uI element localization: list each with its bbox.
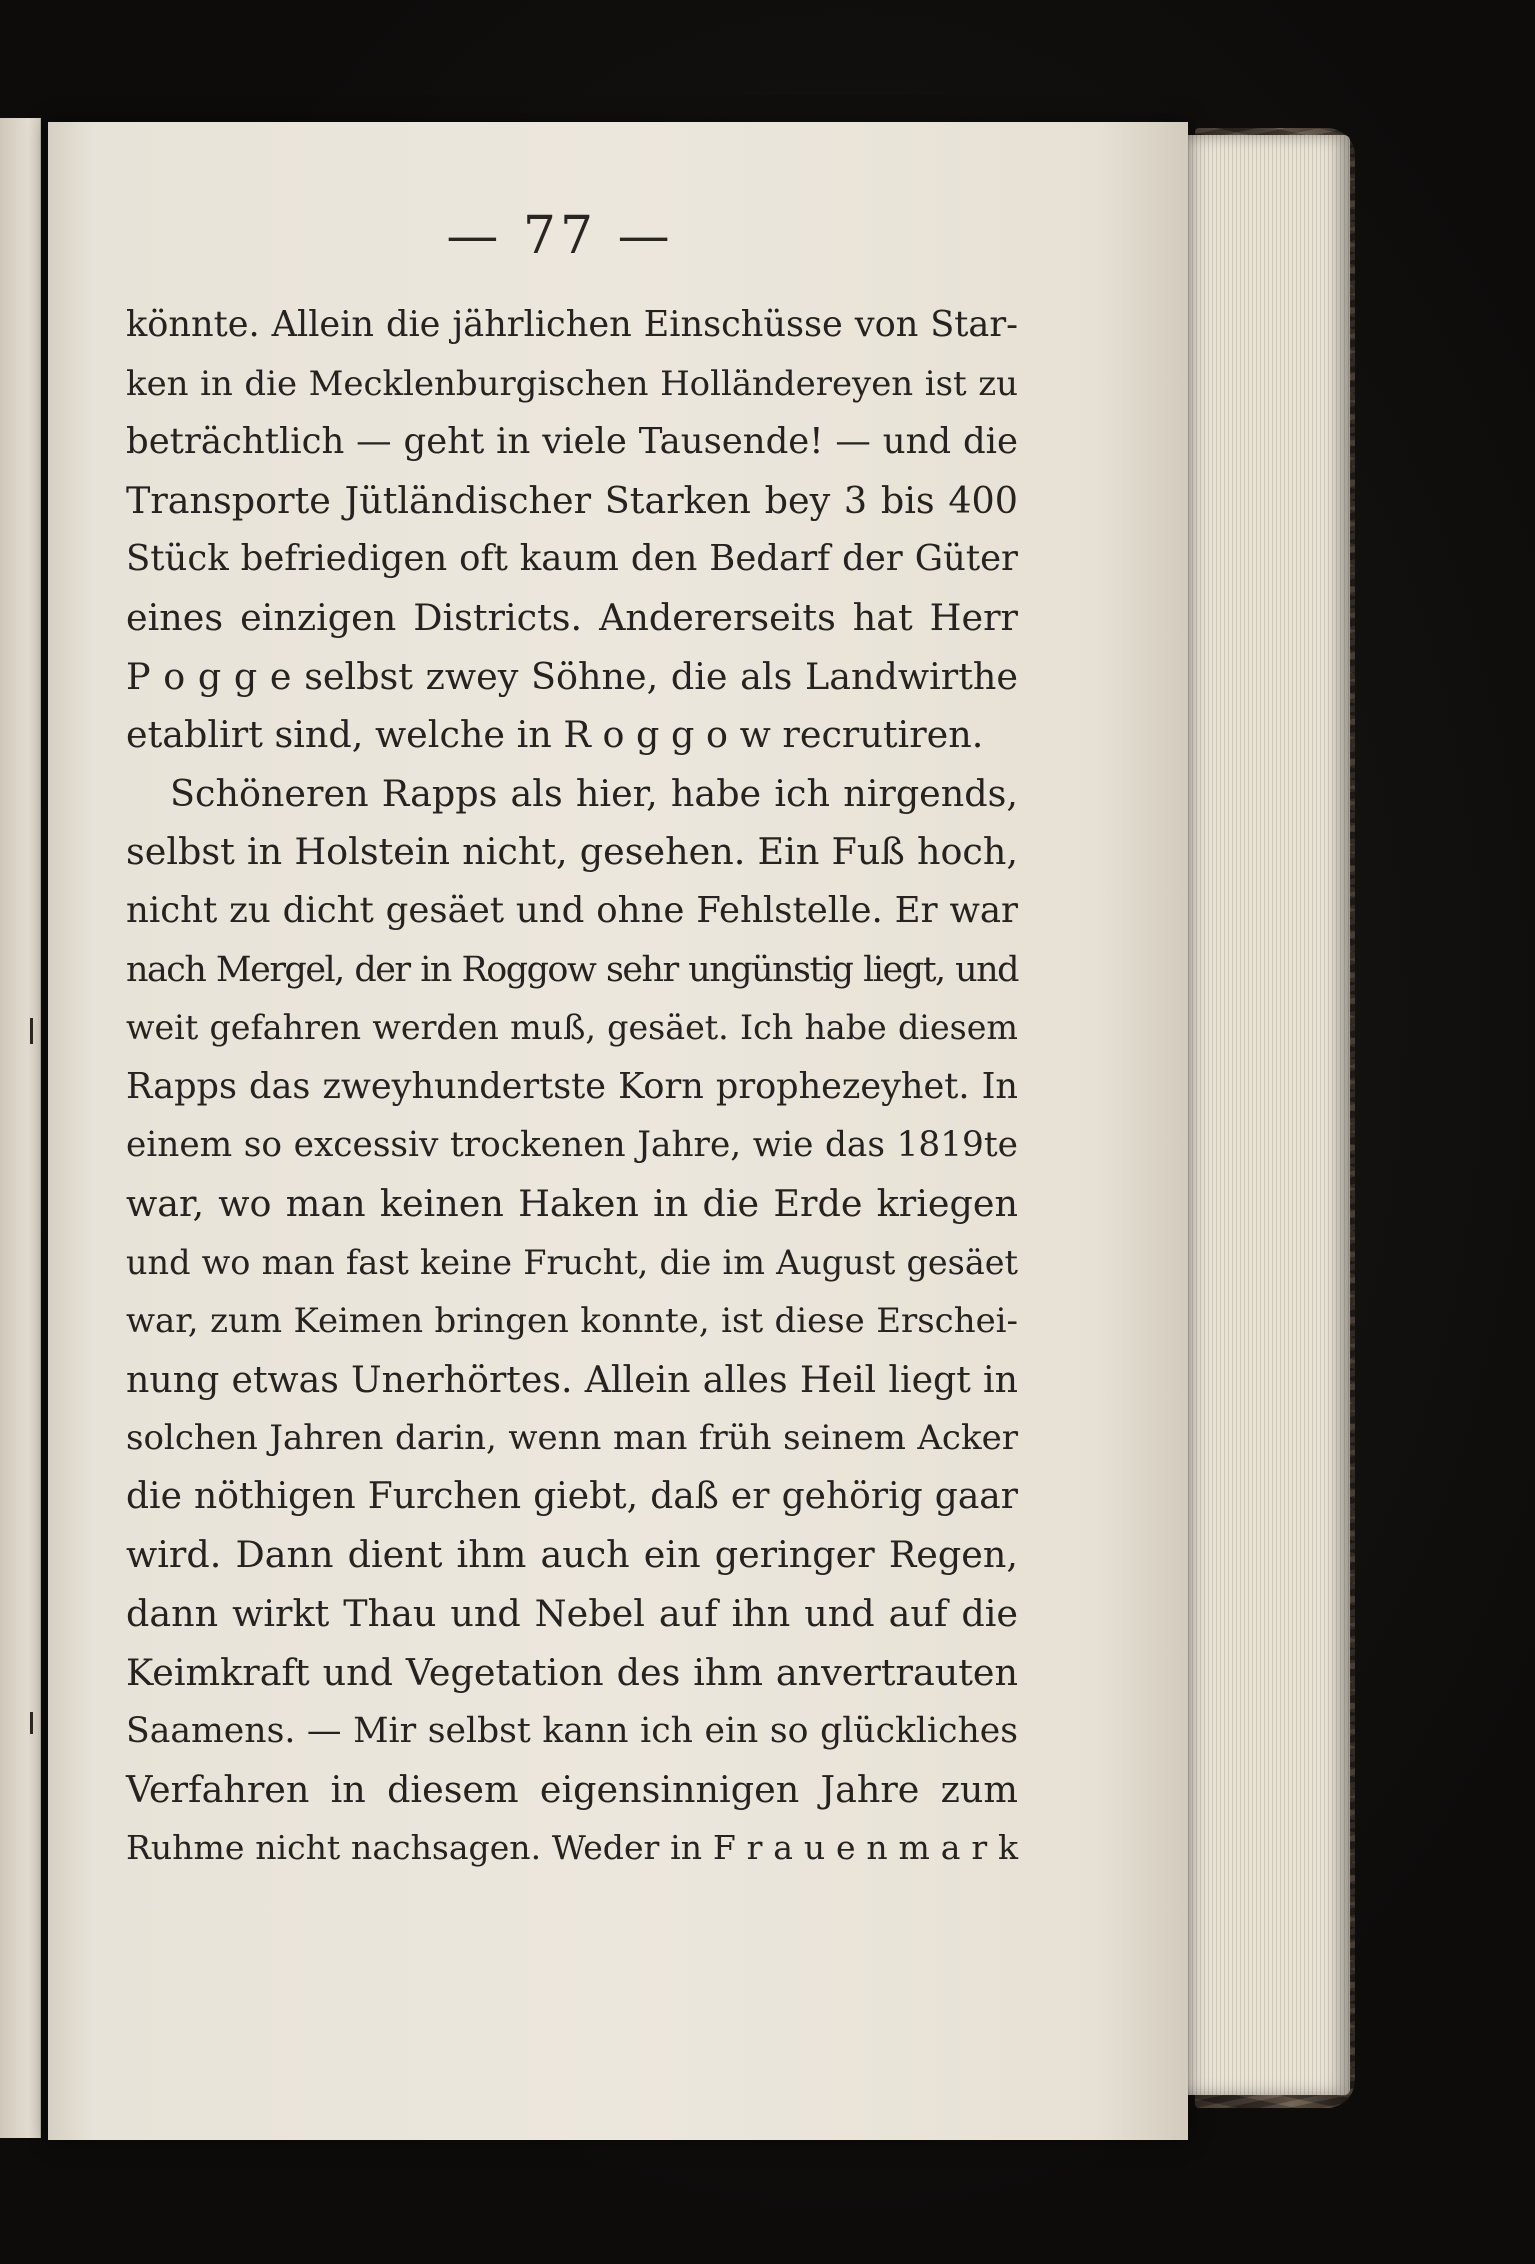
text-line-13: weit gefahren werden muß, gesäet. Ich habe diesem [126,1008,1018,1048]
margin-mark-lower [30,1712,33,1734]
text-line-27: Ruhme nicht nachsagen. Weder in F r a u e n m a r k [126,1828,1018,1868]
text-line-6: eines einzigen Districts. Andererseits hat Herr [126,595,1018,639]
text-line-14: Rapps das zweyhundertste Korn prophezeyhet. In [126,1065,1018,1107]
margin-mark-upper [30,1018,33,1044]
text-line-1: könnte. Allein die jährlichen Einschüsse von Star- [126,304,1018,345]
text-line-12: nach Mergel, der in Roggow sehr ungünstig liegt, und [126,949,1018,990]
text-line-22: wird. Dann dient ihm auch ein geringer Regen, [126,1533,1018,1577]
left-page-edge [0,118,41,2138]
text-line-23: dann wirkt Thau und Nebel auf ihn und auf die [126,1592,1018,1636]
page-number-header: — 77 — [446,206,674,266]
text-line-11: nicht zu dicht gesäet und ohne Fehlstelle. Er war [126,889,1018,931]
text-line-16: war, wo man keinen Haken in die Erde kriegen [126,1181,1018,1225]
text-line-18: war, zum Keimen bringen konnte, ist diese Erschei- [126,1301,1018,1342]
text-line-9: Schöneren Rapps als hier, habe ich nirgends, [170,771,1018,815]
page-body-text [126,296,1018,1878]
text-line-26: Verfahren in diesem eigensinnigen Jahre zum [126,1767,1018,1811]
text-line-17: und wo man fast keine Frucht, die im August gesäet [126,1242,1018,1282]
text-line-15: einem so excessiv trockenen Jahre, wie das 1819te [126,1125,1018,1166]
text-line-5: Stück befriedigen oft kaum den Bedarf der Güter [126,538,1018,580]
text-line-21: die nöthigen Furchen giebt, daß er gehörig gaar [126,1475,1018,1517]
text-line-20: solchen Jahren darin, wenn man früh seinem Acker [126,1418,1018,1459]
text-line-19: nung etwas Unerhörtes. Allein alles Heil liegt in [126,1357,1018,1401]
text-line-8: etablirt sind, welche in R o g g o w recrutiren. [126,713,984,757]
text-line-7: P o g g e selbst zwey Söhne, die als Landwirthe [126,654,1018,698]
text-line-10: selbst in Holstein nicht, gesehen. Ein Fuß hoch, [126,830,1018,874]
page-edges-stack [1185,135,1350,2095]
text-line-3: beträchtlich — geht in viele Tausende! — und die [126,421,1018,463]
text-line-25: Saamens. — Mir selbst kann ich ein so glückliches [126,1711,1018,1752]
text-line-24: Keimkraft und Vegetation des ihm anvertrauten [126,1650,1018,1694]
text-line-4: Transporte Jütländischer Starken bey 3 bis 400 [126,478,1018,522]
text-line-2: ken in die Mecklenburgischen Holländereyen ist zu [126,363,1018,404]
